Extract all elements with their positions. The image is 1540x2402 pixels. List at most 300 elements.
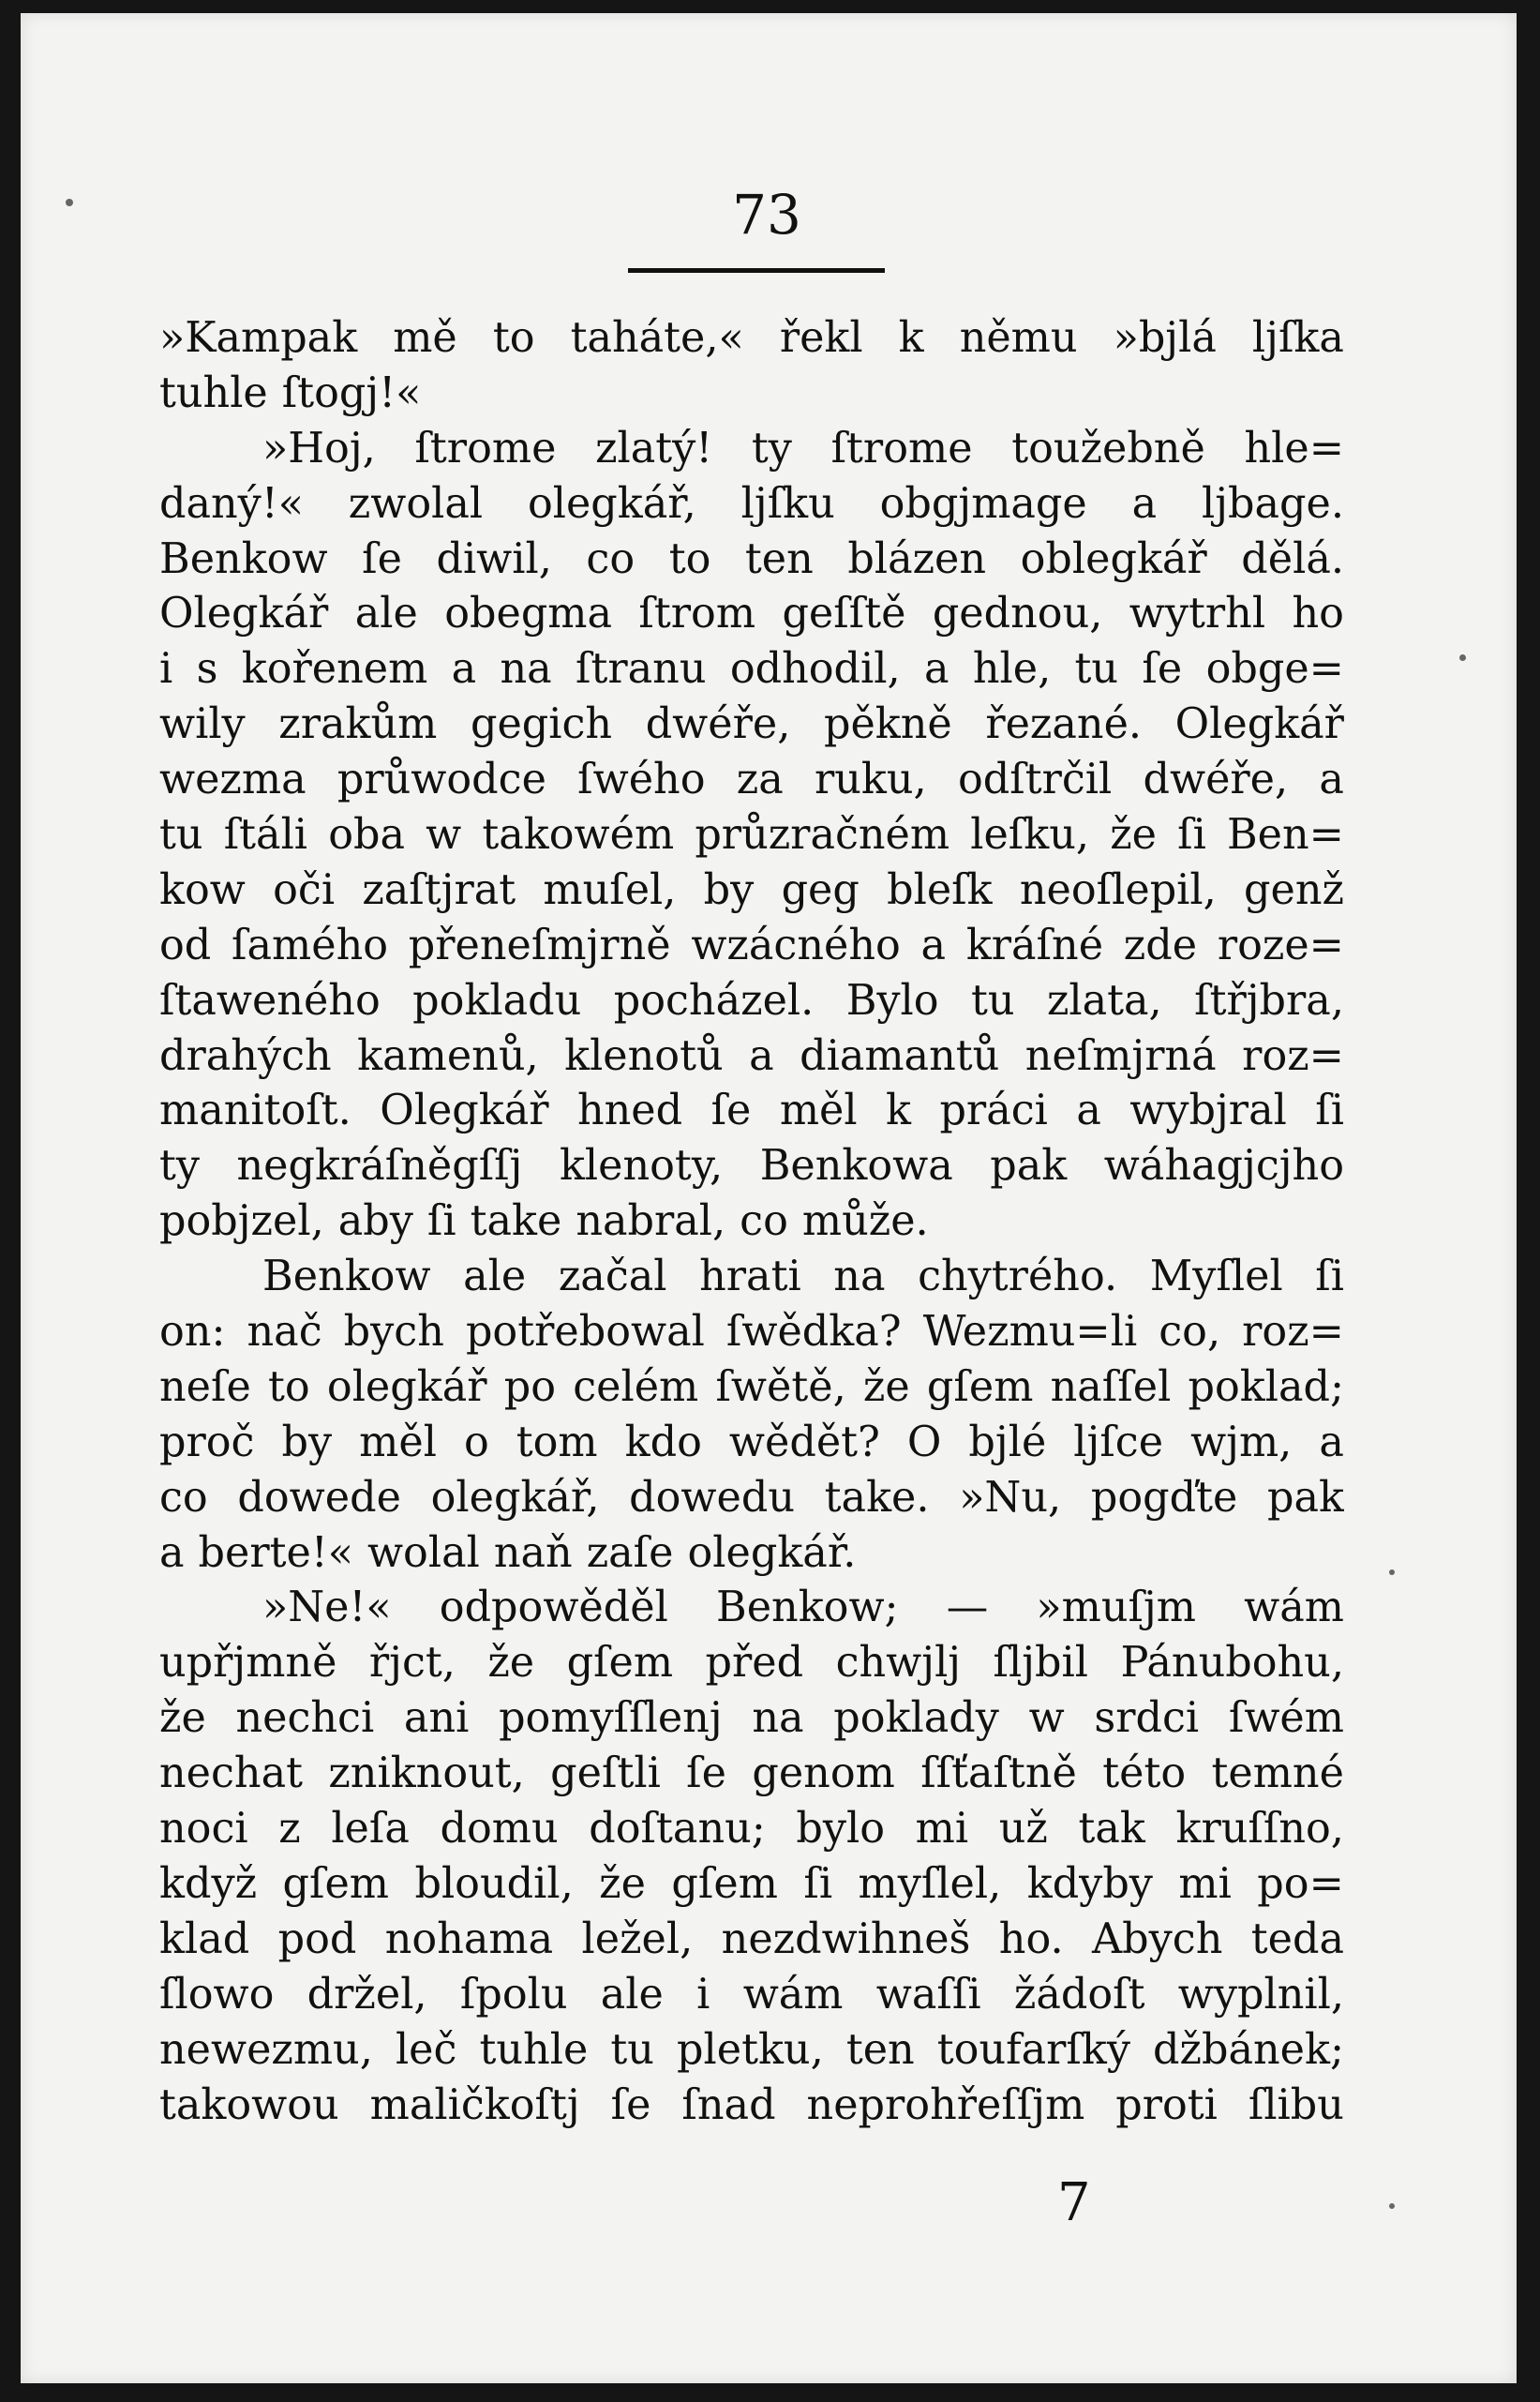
word: geſtli <box>550 1749 661 1798</box>
word: z <box>278 1805 301 1854</box>
word: take <box>470 1197 562 1246</box>
word: klenotů <box>564 1031 724 1080</box>
word: roz= <box>1242 1031 1344 1080</box>
word: této <box>1102 1749 1187 1798</box>
text-line <box>159 1305 1344 1360</box>
word: oči <box>273 865 336 914</box>
word: řjct, <box>368 1639 456 1688</box>
word: dělá. <box>1241 534 1344 583</box>
word: po <box>503 1362 557 1411</box>
word: že <box>862 1362 910 1411</box>
word: tu <box>1074 645 1119 694</box>
word: olegkář, <box>527 479 696 528</box>
word: k <box>898 314 924 362</box>
word: wám <box>1244 1584 1344 1632</box>
word: wezma <box>159 756 307 804</box>
word: ljſku <box>740 479 835 528</box>
word: k <box>886 1087 911 1135</box>
word: Bylo <box>845 976 939 1025</box>
text-line <box>159 1139 1344 1194</box>
word: když <box>159 1859 258 1908</box>
word: Benkow <box>262 1253 431 1301</box>
word: doſtanu; <box>589 1805 766 1854</box>
word: ſtogj!« <box>281 368 422 417</box>
word: noci <box>159 1805 248 1854</box>
word: blázen <box>847 534 987 583</box>
word: ruku, <box>815 756 927 804</box>
word: gegich <box>470 700 613 749</box>
word: že <box>487 1639 535 1688</box>
page-number-text: 73 <box>732 183 801 247</box>
word: držel, <box>307 1970 427 2019</box>
word: ale <box>600 1970 664 2019</box>
word: wáhagjcjho <box>1103 1142 1344 1191</box>
word: ten <box>845 2025 915 2074</box>
word: bleſk <box>887 865 993 914</box>
text-line <box>159 1968 1344 2023</box>
word: ſe <box>610 2080 651 2129</box>
word: ſwědka? <box>725 1308 902 1357</box>
word: takowou <box>159 2080 339 2129</box>
word: poklady <box>833 1694 999 1743</box>
word: geſſtě <box>782 590 906 638</box>
word: ſe <box>362 534 402 583</box>
word: neoſlepil, <box>1019 865 1217 914</box>
word: ale <box>463 1253 527 1301</box>
word: dowedu <box>629 1473 795 1522</box>
word: co <box>740 1197 788 1246</box>
word: toufarſký <box>936 2025 1130 2074</box>
word: ty <box>159 1142 201 1191</box>
word: po= <box>1257 1859 1344 1908</box>
word: »Ne!« <box>262 1584 392 1632</box>
word: drahých <box>159 1031 332 1080</box>
word: neſe <box>159 1362 251 1411</box>
word: ſnad <box>681 2080 776 2129</box>
word: co <box>586 534 635 583</box>
word: ho <box>1292 590 1344 638</box>
word: ſtřjbra, <box>1194 976 1344 1025</box>
word: a <box>159 1528 185 1577</box>
word: by <box>703 865 755 914</box>
word: tu <box>610 2025 654 2074</box>
word: Olegkář <box>1174 700 1344 749</box>
word: tuhle <box>159 368 268 417</box>
word: Benkow; <box>716 1584 899 1632</box>
word: a <box>923 645 949 694</box>
word: wědět? <box>728 1418 880 1466</box>
word: že <box>599 1859 646 1908</box>
word: wily <box>159 700 246 749</box>
word: tuhle <box>479 2025 589 2074</box>
word: žádoſt <box>1013 1970 1145 2019</box>
word: teda <box>1250 1914 1344 1963</box>
text-line <box>159 1471 1344 1526</box>
text-line <box>159 753 1344 808</box>
word: pletku, <box>677 2025 824 2074</box>
word: a <box>451 645 477 694</box>
text-line <box>159 808 1344 863</box>
word: ſlibu <box>1248 2080 1344 2129</box>
word: řezané. <box>985 700 1143 749</box>
word: oba <box>328 811 405 860</box>
word: dwéře, <box>645 700 791 749</box>
word: diamantů <box>800 1031 1000 1080</box>
word: ſi <box>1177 811 1206 860</box>
word: odſtrčil <box>957 756 1113 804</box>
text-line <box>159 1802 1344 1857</box>
word: kruſſno, <box>1175 1805 1344 1854</box>
word: to <box>268 1362 310 1411</box>
word: ſi <box>803 1859 833 1908</box>
word: Benkow <box>159 534 328 583</box>
text-line <box>159 422 1344 477</box>
word: genž <box>1244 865 1344 914</box>
word: pobjzel, <box>159 1197 324 1246</box>
word: práci <box>939 1087 1048 1135</box>
word: celém <box>573 1362 699 1411</box>
word: průwodce <box>336 756 546 804</box>
word: O <box>906 1418 942 1466</box>
word: poklad; <box>1188 1362 1344 1411</box>
word: obgjmage <box>879 479 1087 528</box>
word: tak <box>1078 1805 1145 1854</box>
word: berte!« <box>198 1528 353 1577</box>
word: ſwětě, <box>715 1362 846 1411</box>
word: obge= <box>1205 645 1344 694</box>
word: zniknout, <box>328 1749 525 1798</box>
word: diwil, <box>436 534 552 583</box>
word: tu <box>970 976 1015 1025</box>
word: olegkář. <box>687 1528 857 1577</box>
word: kráſné <box>965 921 1104 969</box>
word: za <box>736 756 784 804</box>
word: ſtrome <box>830 424 973 473</box>
word: hle= <box>1244 424 1344 473</box>
text-line <box>159 1691 1344 1747</box>
word: hle, <box>972 645 1052 694</box>
word: neſmjrná <box>1024 1031 1217 1080</box>
word: dwéře, <box>1143 756 1289 804</box>
word: dowede <box>237 1473 401 1522</box>
word: Ben= <box>1226 811 1344 860</box>
text-line <box>159 1084 1344 1139</box>
word: obegma <box>444 590 613 638</box>
word: nechci <box>235 1694 375 1743</box>
word: w <box>1028 1694 1065 1743</box>
word: kow <box>159 865 246 914</box>
word: ſtrom <box>638 590 756 638</box>
word: manitoſt. <box>159 1087 351 1135</box>
word: odpowěděl <box>439 1584 668 1632</box>
word: wybjral <box>1129 1087 1287 1135</box>
word: bylo <box>796 1805 886 1854</box>
word: ale <box>354 590 418 638</box>
word: chytrého. <box>918 1253 1118 1301</box>
word: ſtáli <box>223 811 308 860</box>
word: kdo <box>624 1418 702 1466</box>
word: nezdwihneš <box>721 1914 971 1963</box>
speck-mark <box>1459 654 1466 661</box>
word: naň <box>493 1528 573 1577</box>
word: němu <box>959 314 1078 362</box>
word: co <box>159 1473 208 1522</box>
word: od <box>159 921 212 969</box>
word: zaſe <box>586 1528 674 1577</box>
word: může. <box>801 1197 929 1246</box>
text-line <box>159 2023 1344 2079</box>
word: pogďte <box>1090 1473 1238 1522</box>
word: klad <box>159 1914 250 1963</box>
word: ho. <box>998 1914 1064 1963</box>
word: zlata, <box>1046 976 1162 1025</box>
text-line <box>159 1913 1344 1968</box>
speck-mark <box>1389 2203 1395 2209</box>
word: neprohřeſſjm <box>806 2080 1085 2129</box>
word: chwjlj <box>835 1639 962 1688</box>
word: — <box>946 1584 989 1632</box>
word: ljbage. <box>1201 479 1344 528</box>
word: naſſel <box>1050 1362 1172 1411</box>
word: negkráſněgſſj <box>236 1142 523 1191</box>
word: nechat <box>159 1749 303 1798</box>
word: na <box>752 1694 804 1743</box>
book-page <box>21 13 1517 2383</box>
word: mi <box>1178 1859 1232 1908</box>
word: ſtrome <box>414 424 557 473</box>
page-number <box>21 183 1517 247</box>
text-line <box>159 1360 1344 1416</box>
word: ſe <box>1142 645 1183 694</box>
word: srdci <box>1094 1694 1200 1743</box>
word: to <box>492 314 535 362</box>
word: měl <box>779 1087 858 1135</box>
text-line <box>159 1194 1344 1250</box>
word: Olegkář <box>380 1087 549 1135</box>
text-line <box>159 698 1344 753</box>
word: pocházel. <box>613 976 815 1025</box>
word: geg <box>781 865 860 914</box>
text-line <box>159 642 1344 698</box>
word: pak <box>1266 1473 1344 1522</box>
word: wolal <box>366 1528 480 1577</box>
text-line <box>159 477 1344 533</box>
text-line <box>159 863 1344 919</box>
text-line <box>159 367 1344 422</box>
word: kamenů, <box>357 1031 539 1080</box>
word: »Hoj, <box>262 424 376 473</box>
text-line <box>159 1029 1344 1085</box>
word: ſi <box>1315 1253 1344 1301</box>
word: proč <box>159 1418 255 1466</box>
word: Olegkář <box>159 590 329 638</box>
word: »bjlá <box>1113 314 1217 362</box>
word: daný!« <box>159 479 304 528</box>
speck-mark <box>1389 1569 1395 1575</box>
word: olegkář <box>326 1362 487 1411</box>
word: zrakům <box>278 700 438 749</box>
word: a <box>1076 1087 1101 1135</box>
word: Abych <box>1092 1914 1223 1963</box>
word: i <box>159 645 173 694</box>
word: o <box>463 1418 489 1466</box>
text-line <box>159 1857 1344 1913</box>
word: taháte,« <box>570 314 744 362</box>
word: začal <box>558 1253 667 1301</box>
word: ty <box>751 424 792 473</box>
word: a <box>1319 1418 1344 1466</box>
word: »muſjm <box>1036 1584 1196 1632</box>
text-line <box>159 919 1344 974</box>
word: ſſťaſtně <box>920 1749 1077 1798</box>
text-line <box>159 2079 1344 2134</box>
word: leſa <box>331 1805 410 1854</box>
word: wyplnil, <box>1177 1970 1344 2019</box>
word: ljſce <box>1073 1418 1164 1466</box>
word: gſem <box>566 1639 674 1688</box>
speck-mark <box>66 199 73 206</box>
word: muſel, <box>543 865 677 914</box>
word: hned <box>576 1087 683 1135</box>
word: už <box>998 1805 1048 1854</box>
word: ſwém <box>1228 1694 1344 1743</box>
word: mě <box>393 314 457 362</box>
word: přeneſmjrně <box>408 921 671 969</box>
word: upřjmně <box>159 1639 337 1688</box>
word: »Nu, <box>959 1473 1062 1522</box>
word: ſe <box>686 1749 726 1798</box>
signature-number: 7 <box>1057 2172 1091 2233</box>
word: leſku, <box>970 811 1090 860</box>
word: take. <box>824 1473 930 1522</box>
word: tom <box>516 1418 598 1466</box>
word: ſpolu <box>459 1970 568 2019</box>
text-line <box>159 587 1344 642</box>
word: ſi <box>426 1197 456 1246</box>
word: ſljbil <box>993 1639 1088 1688</box>
word: ſi <box>1315 1087 1344 1135</box>
word: pomyſſlenj <box>499 1694 723 1743</box>
word: Benkowa <box>759 1142 953 1191</box>
word: ani <box>403 1694 470 1743</box>
word: newezmu, <box>159 2025 373 2074</box>
word: on: <box>159 1308 226 1357</box>
word: zwolal <box>348 479 484 528</box>
word: na <box>833 1253 886 1301</box>
word: ſwého <box>577 756 706 804</box>
word: mi <box>915 1805 969 1854</box>
word: ten <box>744 534 814 583</box>
body-text <box>159 311 1344 2133</box>
word: »Kampak <box>159 314 358 362</box>
word: že <box>159 1694 206 1743</box>
word: to <box>668 534 711 583</box>
word: zlatý! <box>595 424 713 473</box>
text-line <box>159 311 1344 367</box>
word: zaſtjrat <box>362 865 516 914</box>
word: ležel, <box>581 1914 694 1963</box>
word: kdyby <box>1026 1859 1153 1908</box>
word: džbánek; <box>1153 2025 1344 2074</box>
word: potřebowal <box>465 1308 705 1357</box>
word: gſem <box>926 1362 1034 1411</box>
word: ſamého <box>232 921 389 969</box>
word: takowém <box>482 811 675 860</box>
word: wytrhl <box>1129 590 1266 638</box>
word: toužebně <box>1011 424 1205 473</box>
word: a <box>1131 479 1158 528</box>
word: nabral, <box>576 1197 726 1246</box>
word: by <box>281 1418 333 1466</box>
word: maličkoſtj <box>369 2080 580 2129</box>
word: ljſka <box>1251 314 1344 362</box>
word: před <box>705 1639 804 1688</box>
word: proti <box>1115 2080 1218 2129</box>
text-line <box>159 974 1344 1029</box>
text-line <box>159 1747 1344 1802</box>
word: pod <box>277 1914 357 1963</box>
word: i <box>696 1970 710 2019</box>
word: Wezmu=li <box>922 1308 1138 1357</box>
text-line <box>159 1526 1344 1582</box>
word: gſem <box>282 1859 389 1908</box>
word: že <box>1110 811 1157 860</box>
word: gſem <box>671 1859 778 1908</box>
word: a <box>749 1031 774 1080</box>
text-line <box>159 1250 1344 1305</box>
word: klenoty, <box>559 1142 724 1191</box>
word: ſlowo <box>159 1970 275 2019</box>
word: temné <box>1211 1749 1344 1798</box>
word: wjm, <box>1190 1418 1293 1466</box>
header-rule <box>628 268 885 273</box>
word: nač <box>247 1308 322 1357</box>
word: ſe <box>710 1087 752 1135</box>
word: bjlé <box>968 1418 1047 1466</box>
word: domu <box>440 1805 559 1854</box>
word: waſſi <box>875 1970 981 2019</box>
word: ſtaweného <box>159 976 381 1025</box>
word: Myſlel <box>1149 1253 1283 1301</box>
word: w <box>426 811 462 860</box>
word: měl <box>359 1418 437 1466</box>
text-line <box>159 1416 1344 1471</box>
word: gednou, <box>932 590 1103 638</box>
word: nohama <box>384 1914 554 1963</box>
word: wám <box>742 1970 844 2019</box>
text-line <box>159 1636 1344 1691</box>
word: zde <box>1123 921 1198 969</box>
word: ſtranu <box>576 645 707 694</box>
word: pokladu <box>412 976 582 1025</box>
word: bych <box>343 1308 444 1357</box>
word: roze= <box>1217 921 1344 969</box>
word: řekl <box>779 314 863 362</box>
text-line <box>159 533 1344 588</box>
word: myſlel, <box>858 1859 1002 1908</box>
word: oblegkář <box>1020 534 1207 583</box>
word: s <box>196 645 218 694</box>
word: tu <box>159 811 203 860</box>
word: kořenem <box>241 645 428 694</box>
word: na <box>500 645 552 694</box>
word: hrati <box>699 1253 801 1301</box>
word: roz= <box>1242 1308 1344 1357</box>
word: průzračném <box>695 811 950 860</box>
word: a <box>1319 756 1344 804</box>
word: co, <box>1159 1308 1221 1357</box>
word: olegkář, <box>430 1473 600 1522</box>
